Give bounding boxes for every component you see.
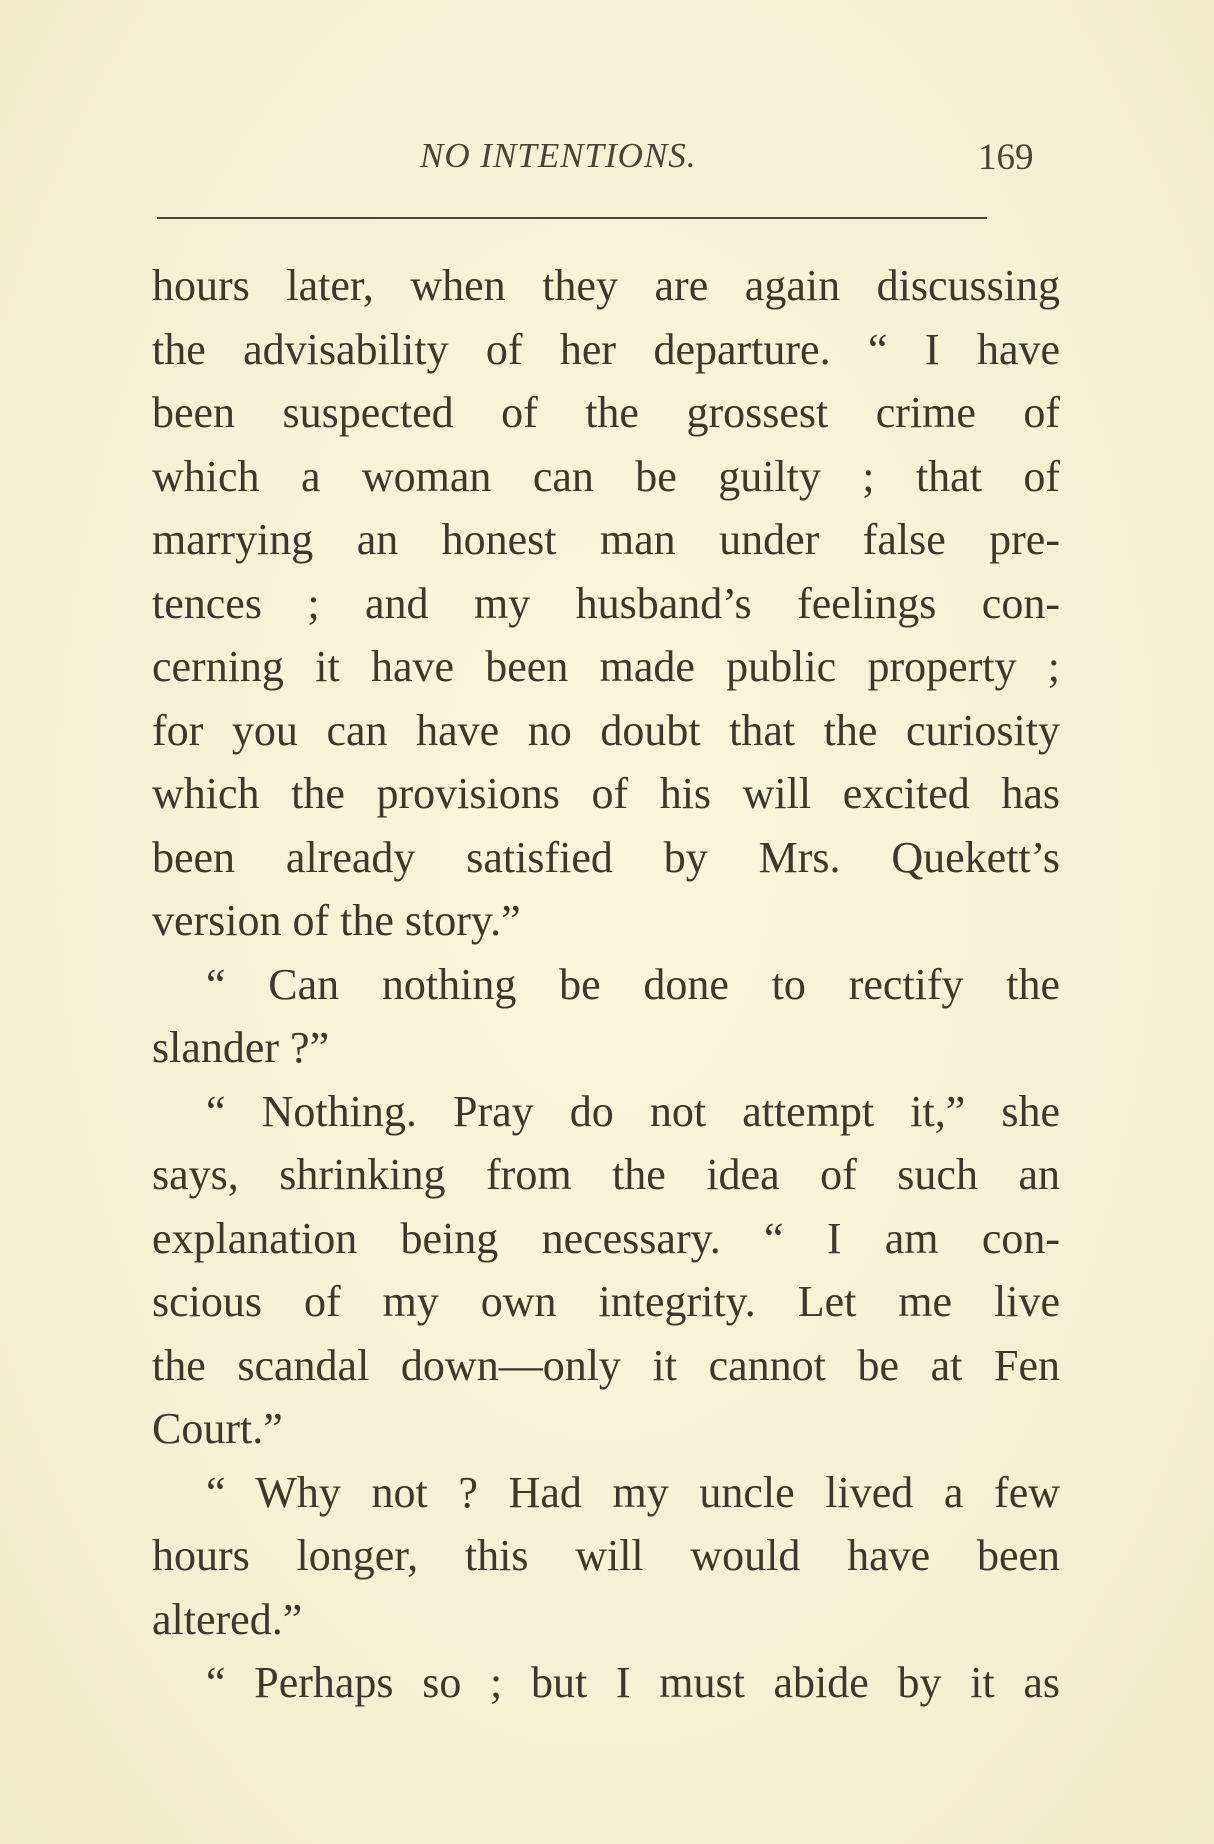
body-text — [152, 254, 1060, 1715]
text-line: hours longer, this will would have been — [152, 1531, 1060, 1580]
text-line: says, shrinking from the idea of such an — [152, 1150, 1060, 1199]
running-head — [0, 136, 1214, 186]
text-line: which a woman can be guilty ; that of — [152, 451, 1060, 501]
text-line: explanation being necessary. “ I am con- — [152, 1213, 1060, 1263]
text-line: version of the story.” — [152, 896, 521, 945]
text-line: hours later, when they are again discussing — [152, 261, 1060, 310]
text-line: for you can have no doubt that the curiosity — [152, 705, 1060, 755]
text-line: been already satisfied by Mrs. Quekett’s — [152, 832, 1060, 882]
running-title: NO INTENTIONS. — [420, 136, 697, 175]
text-line: “ Perhaps so ; but I must abide by it as — [206, 1658, 1060, 1707]
text-line: which the provisions of his will excited has — [152, 769, 1060, 818]
text-line: been suspected of the grossest crime of — [152, 388, 1060, 437]
text-line: tences ; and my husband’s feelings con- — [152, 578, 1060, 628]
text-line: “ Why not ? Had my uncle lived a few — [206, 1467, 1060, 1517]
text-line: “ Nothing. Pray do not attempt it,” she — [206, 1086, 1060, 1136]
text-line: cerning it have been made public property ; — [152, 642, 1060, 691]
text-line: slander ?” — [152, 1023, 330, 1072]
page-number: 169 — [978, 137, 1034, 178]
text-line: altered.” — [152, 1594, 303, 1644]
text-line: the advisability of her departure. “ I have — [152, 324, 1060, 374]
text-line: Court.” — [152, 1404, 283, 1453]
text-line: “ Can nothing be done to rectify the — [206, 959, 1060, 1009]
text-line: marrying an honest man under false pre- — [152, 515, 1060, 564]
header-rule — [157, 217, 987, 219]
text-line: scious of my own integrity. Let me live — [152, 1277, 1060, 1326]
text-line: the scandal down—only it cannot be at Fen — [152, 1340, 1060, 1390]
